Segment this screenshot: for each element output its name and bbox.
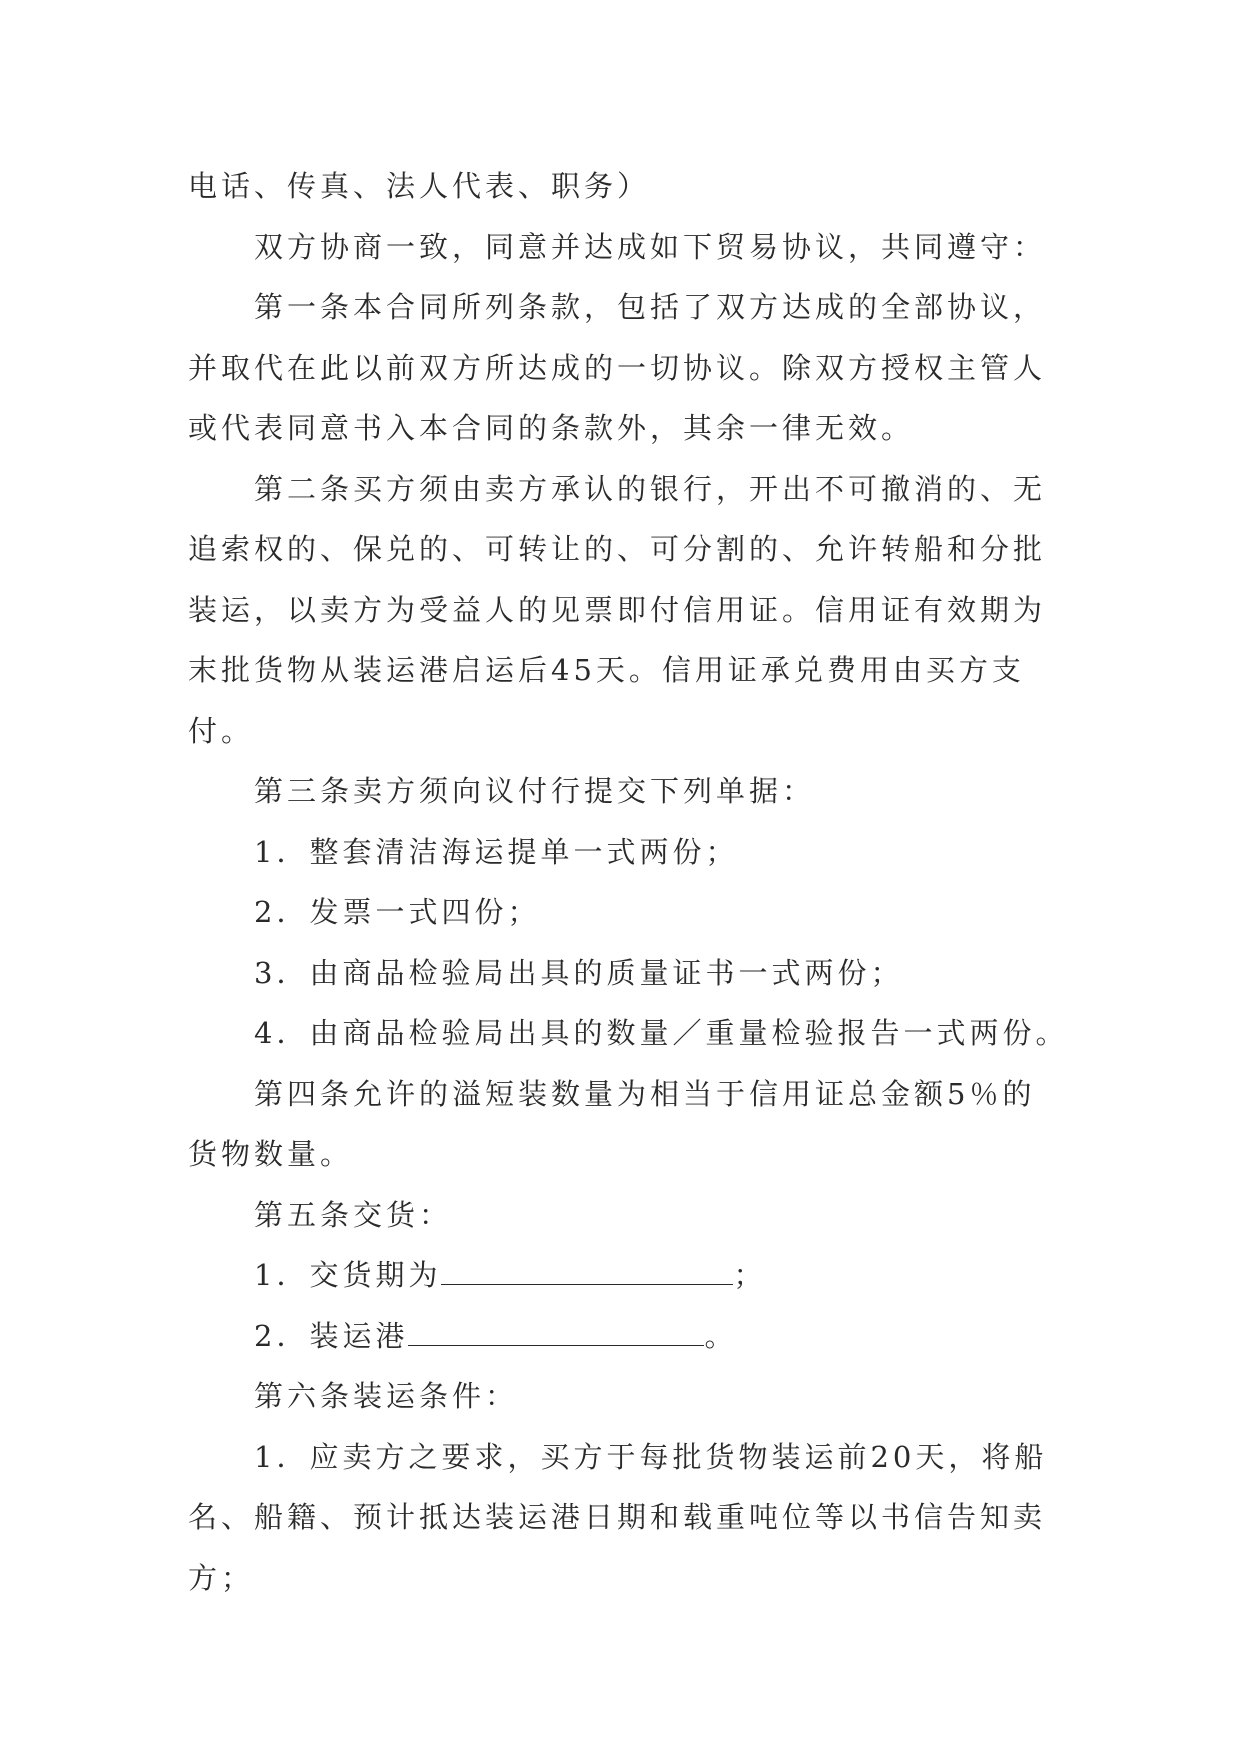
clause-5-heading: 第五条交货： <box>254 1197 453 1232</box>
document-list-item: 1．整套清洁海运提单一式两份； <box>254 834 739 869</box>
contract-body <box>188 156 1068 1608</box>
loading-port-blank[interactable] <box>408 1309 704 1346</box>
document-list-item: 3．由商品检验局出具的质量证书一式两份； <box>254 955 904 990</box>
delivery-period-end: ； <box>733 1258 767 1292</box>
clause-6-line: 名、船籍、预计抵达装运港日期和载重吨位等以书信告知卖 <box>188 1500 1047 1534</box>
delivery-period-blank[interactable] <box>441 1248 733 1285</box>
clause-2-line: 追索权的、保兑的、可转让的、可分割的、允许转船和分批 <box>188 532 1047 566</box>
clause-4-line: 货物数量。 <box>188 1137 354 1171</box>
clause-1-line: 或代表同意书入本合同的条款外，其余一律无效。 <box>188 411 915 445</box>
delivery-period-label: 1．交货期为 <box>254 1258 442 1292</box>
clause-1-line: 并取代在此以前双方所达成的一切协议。除双方授权主管人 <box>188 350 1047 385</box>
loading-port-label: 2．装运港 <box>254 1318 409 1353</box>
clause-4-line: 第四条允许的溢短装数量为相当于信用证总金额5％的 <box>254 1076 1036 1111</box>
document-list-item: 4．由商品检验局出具的数量／重量检验报告一式两份。 <box>254 1016 1069 1050</box>
paragraph-line: 双方协商一致，同意并达成如下贸易协议，共同遵守： <box>254 229 1047 264</box>
clause-2-line: 第二条买方须由卖方承认的银行，开出不可撤消的、无 <box>254 471 1047 506</box>
clause-3-heading: 第三条卖方须向议付行提交下列单据： <box>254 774 816 808</box>
clause-1-line: 第一条本合同所列条款，包括了双方达成的全部协议， <box>254 290 1047 324</box>
clause-2-line: 付。 <box>188 713 255 748</box>
clause-6-line: 1．应卖方之要求，买方于每批货物装运前20天，将船 <box>254 1439 1048 1474</box>
clause-2-line: 装运，以卖方为受益人的见票即付信用证。信用证有效期为 <box>188 592 1047 627</box>
clause-6-heading: 第六条装运条件： <box>254 1379 519 1413</box>
document-list-item: 2．发票一式四份； <box>254 895 541 929</box>
clause-2-line: 末批货物从装运港启运后45天。信用证承兑费用由买方支 <box>188 653 1025 687</box>
loading-port-item <box>188 1306 1068 1367</box>
delivery-period-item <box>188 1245 1068 1306</box>
clause-6-line: 方； <box>188 1560 255 1595</box>
loading-port-end: 。 <box>704 1318 738 1353</box>
paragraph-line: 电话、传真、法人代表、职务） <box>188 169 651 203</box>
